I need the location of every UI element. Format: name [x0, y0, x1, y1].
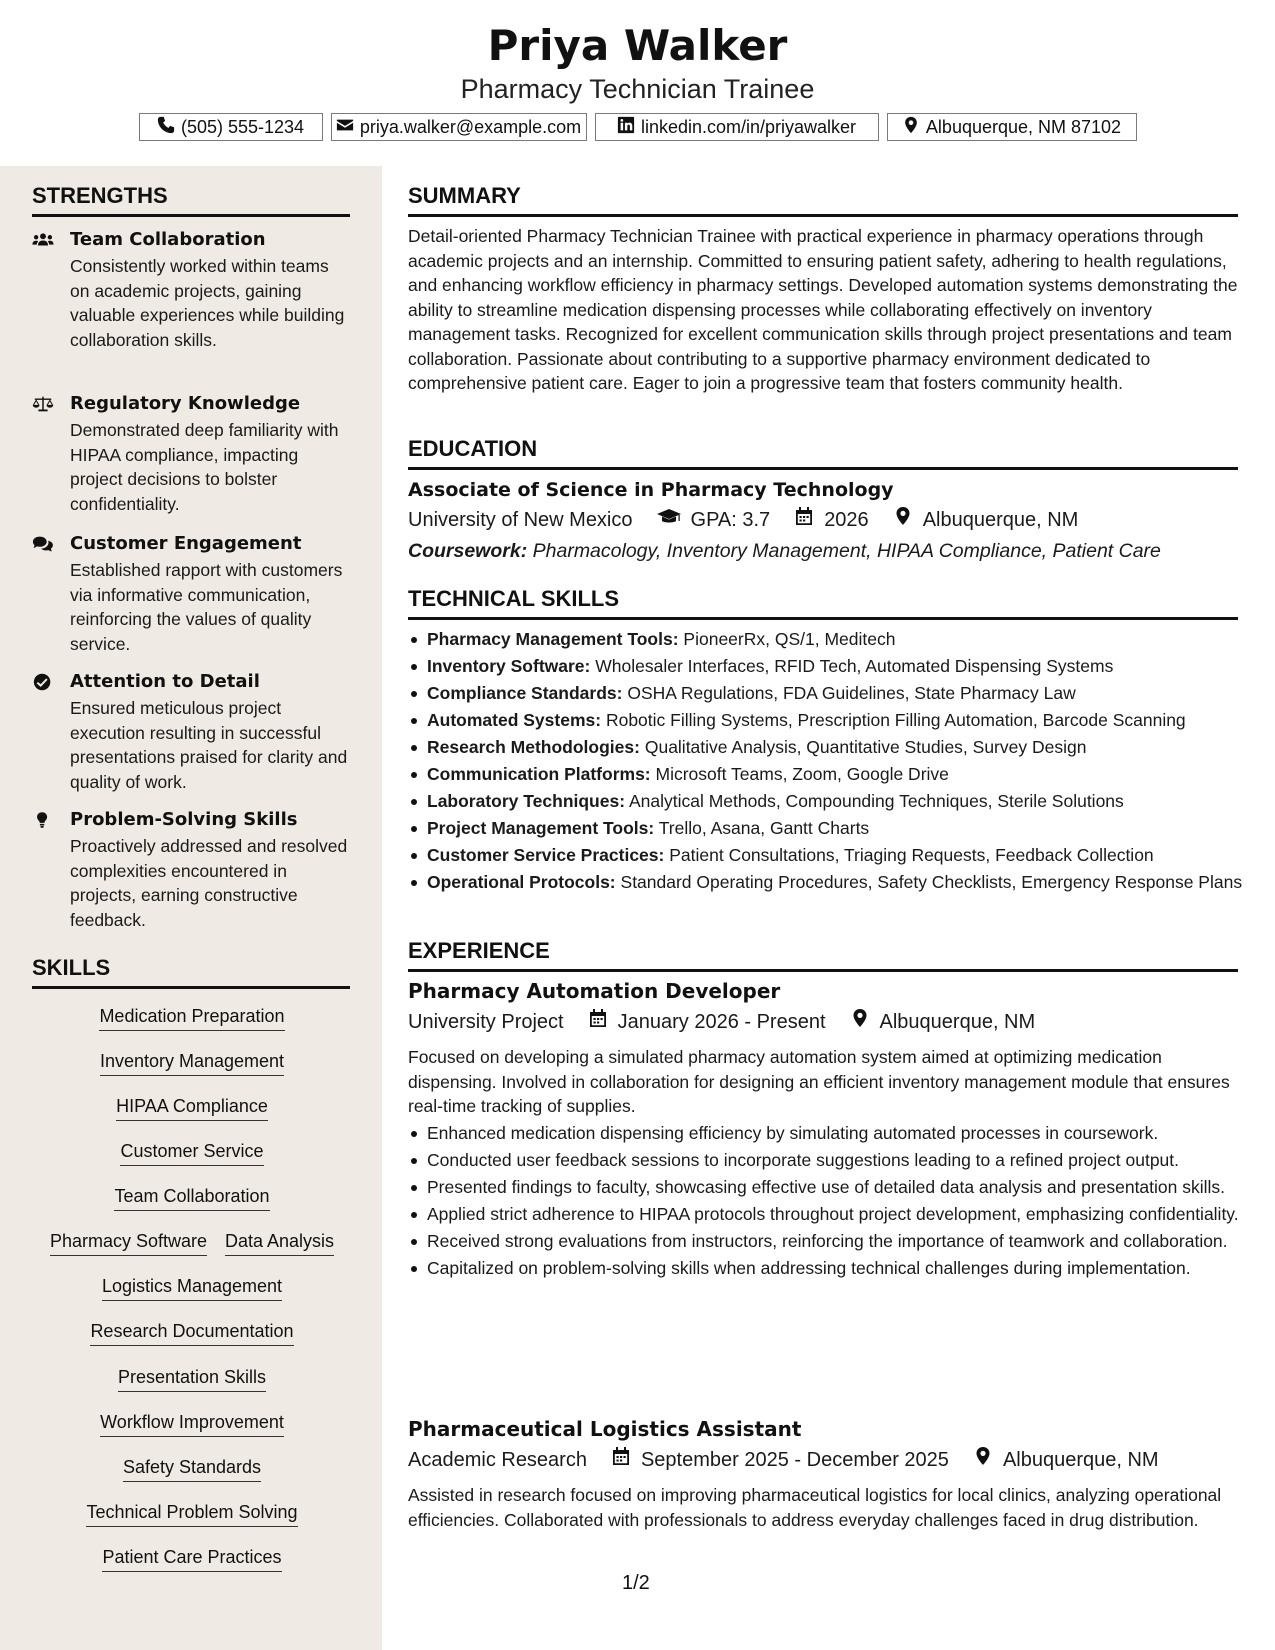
graduation-cap-icon	[657, 506, 681, 534]
skill-row	[32, 1139, 352, 1166]
list-item: Customer Service Practices: Patient Consultations, Triaging Requests, Feedback Collection	[427, 843, 1257, 868]
job-dates: September 2025 - December 2025	[640, 1449, 949, 1471]
phone-icon	[157, 116, 175, 139]
lightbulb-icon	[32, 811, 54, 829]
job-meta	[408, 1446, 1159, 1474]
skill-tag: Medication Preparation	[99, 1004, 284, 1031]
list-item: Operational Protocols: Standard Operating Procedures, Safety Checklists, Emergency Response Plans	[427, 870, 1257, 895]
list-item: Received strong evaluations from instructors, reinforcing the importance of teamwork and collaboration.	[427, 1229, 1257, 1254]
skill-row	[32, 1094, 352, 1121]
calendar-icon	[794, 506, 814, 534]
contact-phone[interactable]	[139, 113, 323, 141]
map-marker-icon	[850, 1008, 870, 1036]
job-title: Pharmacy Automation Developer	[408, 979, 781, 1003]
list-item: Laboratory Techniques: Analytical Methods, Compounding Techniques, Sterile Solutions	[427, 789, 1257, 814]
contact-location	[887, 113, 1137, 141]
skill-tag: HIPAA Compliance	[116, 1094, 268, 1121]
skill-row	[32, 1410, 352, 1437]
strength-description: Consistently worked within teams on academic projects, gaining valuable experiences while building collaboration skills.	[70, 256, 345, 350]
envelope-icon	[336, 116, 354, 139]
job-org: Academic Research	[408, 1449, 587, 1471]
contact-phone-text: (505) 555-1234	[180, 116, 305, 137]
contact-email-text: priya.walker@example.com	[359, 116, 582, 137]
technical-skills-list	[408, 627, 1257, 897]
strength-description: Demonstrated deep familiarity with HIPAA compliance, impacting project decisions to bolster confidentiality.	[70, 420, 339, 514]
experience-heading: EXPERIENCE	[408, 937, 1238, 972]
technical-skills-heading: TECHNICAL SKILLS	[408, 585, 1238, 620]
skill-tag: Team Collaboration	[114, 1184, 269, 1211]
skill-row	[32, 1184, 352, 1211]
coursework	[408, 538, 1161, 564]
job-bullets	[408, 1121, 1257, 1283]
users-icon	[32, 231, 54, 249]
skill-row	[32, 1229, 352, 1256]
skill-row	[32, 1500, 352, 1527]
list-item: Enhanced medication dispensing efficiency by simulating automated processes in coursework.	[427, 1121, 1257, 1146]
contact-linkedin[interactable]	[595, 113, 879, 141]
list-item: Compliance Standards: OSHA Regulations, FDA Guidelines, State Pharmacy Law	[427, 681, 1257, 706]
coursework-label: Coursework:	[408, 540, 528, 562]
skills-heading: SKILLS	[32, 954, 350, 989]
skill-row	[32, 1319, 352, 1346]
summary-text: Detail-oriented Pharmacy Technician Trainee with practical experience in pharmacy operations through academic projects and an internship. Committed to ensuring patient safety, adhering to health regulations, and enhancing workflow efficiency in pharmacy settings. Developed automation systems demonstrating the ability to streamline medication dispensing processes while collaborating effectively on inventory management tasks. Recognized for excellent communication skills through project presentations and team collaboration. Passionate about contributing to a supportive pharmacy environment dedicated to comprehensive patient care. Eager to join a progressive team that fosters community health.	[408, 226, 1238, 393]
education-heading: EDUCATION	[408, 435, 1238, 470]
education-meta	[408, 506, 1078, 534]
skill-tag: Workflow Improvement	[100, 1410, 284, 1437]
job-org: University Project	[408, 1011, 564, 1033]
strength-description: Ensured meticulous project execution resulting in successful presentations praised for clarity and quality of work.	[70, 698, 348, 792]
list-item: Pharmacy Management Tools: PioneerRx, QS/1, Meditech	[427, 627, 1257, 652]
list-item: Capitalized on problem-solving skills when addressing technical challenges during implementation.	[427, 1256, 1257, 1281]
job-dates: January 2026 - Present	[617, 1011, 826, 1033]
graduation-year: 2026	[824, 509, 869, 531]
strength-title: Attention to Detail	[70, 671, 260, 692]
job-location: Albuquerque, NM	[1002, 1449, 1159, 1471]
map-marker-icon	[902, 116, 920, 139]
skill-row	[32, 1274, 352, 1301]
strength-title: Team Collaboration	[70, 229, 266, 250]
skill-tag: Logistics Management	[102, 1274, 282, 1301]
contact-bar	[0, 113, 1275, 141]
list-item: Automated Systems: Robotic Filling Systems, Prescription Filling Automation, Barcode Scanning	[427, 708, 1257, 733]
school-name: University of New Mexico	[408, 509, 633, 531]
job-location: Albuquerque, NM	[879, 1011, 1036, 1033]
job-description: Focused on developing a simulated pharmacy automation system aimed at optimizing medication dispensing. Involved in collaboration for designing an efficient inventory management module that ensures real-time tracking of supplies.	[408, 1047, 1230, 1116]
skill-row	[32, 1545, 352, 1572]
strength-title: Problem-Solving Skills	[70, 809, 298, 830]
strength-description: Proactively addressed and resolved complexities encountered in projects, earning constructive feedback.	[70, 836, 348, 930]
coursework-list: Pharmacology, Inventory Management, HIPAA Compliance, Patient Care	[532, 540, 1161, 562]
list-item: Presented findings to faculty, showcasing effective use of detailed data analysis and presentation skills.	[427, 1175, 1257, 1200]
contact-email[interactable]	[331, 113, 587, 141]
job-meta	[408, 1008, 1035, 1036]
check-circle-icon	[32, 673, 54, 691]
contact-linkedin-text: linkedin.com/in/priyawalker	[640, 116, 857, 137]
skill-row	[32, 1455, 352, 1482]
strength-title: Regulatory Knowledge	[70, 393, 301, 414]
list-item: Conducted user feedback sessions to incorporate suggestions leading to a refined project output.	[427, 1148, 1257, 1173]
list-item: Inventory Software: Wholesaler Interfaces, RFID Tech, Automated Dispensing Systems	[427, 654, 1257, 679]
comments-icon	[32, 535, 54, 553]
skill-tag: Safety Standards	[123, 1455, 261, 1482]
map-marker-icon	[893, 506, 913, 534]
skill-row	[32, 1004, 352, 1031]
summary-heading: SUMMARY	[408, 182, 1238, 217]
list-item: Applied strict adherence to HIPAA protocols throughout project development, emphasizing confidentiality.	[427, 1202, 1257, 1227]
balance-scale-icon	[32, 395, 54, 413]
sidebar	[0, 166, 382, 1650]
linkedin-icon	[617, 116, 635, 139]
job-title: Pharmaceutical Logistics Assistant	[408, 1417, 802, 1441]
skill-tag: Research Documentation	[90, 1319, 293, 1346]
candidate-title: Pharmacy Technician Trainee	[460, 74, 815, 104]
strength-title: Customer Engagement	[70, 533, 302, 554]
calendar-icon	[611, 1446, 631, 1474]
skill-tag: Customer Service	[120, 1139, 263, 1166]
school-location: Albuquerque, NM	[922, 509, 1079, 531]
skill-tag: Presentation Skills	[118, 1365, 266, 1392]
degree-title: Associate of Science in Pharmacy Technology	[408, 479, 894, 501]
skill-row	[32, 1049, 352, 1076]
page-number: 1/2	[622, 1572, 650, 1594]
skill-row	[32, 1365, 352, 1392]
list-item: Project Management Tools: Trello, Asana, Gantt Charts	[427, 816, 1257, 841]
skill-tag: Data Analysis	[225, 1229, 334, 1256]
contact-location-text: Albuquerque, NM 87102	[925, 116, 1122, 137]
skill-tag: Technical Problem Solving	[86, 1500, 297, 1527]
list-item: Research Methodologies: Qualitative Analysis, Quantitative Studies, Survey Design	[427, 735, 1257, 760]
job-description: Assisted in research focused on improving pharmaceutical logistics for local clinics, analyzing operational efficiencies. Collaborated with professionals to address everyday challenges faced in drug distribution.	[408, 1485, 1222, 1530]
skill-tag: Inventory Management	[100, 1049, 284, 1076]
map-marker-icon	[973, 1446, 993, 1474]
candidate-name: Priya Walker	[487, 21, 788, 70]
gpa: GPA: 3.7	[690, 509, 771, 531]
strengths-heading: STRENGTHS	[32, 182, 350, 217]
strength-description: Established rapport with customers via informative communication, reinforcing the values of quality service.	[70, 560, 343, 654]
skill-tag: Patient Care Practices	[102, 1545, 281, 1572]
skill-tag: Pharmacy Software	[50, 1229, 207, 1256]
calendar-icon	[588, 1008, 608, 1036]
list-item: Communication Platforms: Microsoft Teams, Zoom, Google Drive	[427, 762, 1257, 787]
